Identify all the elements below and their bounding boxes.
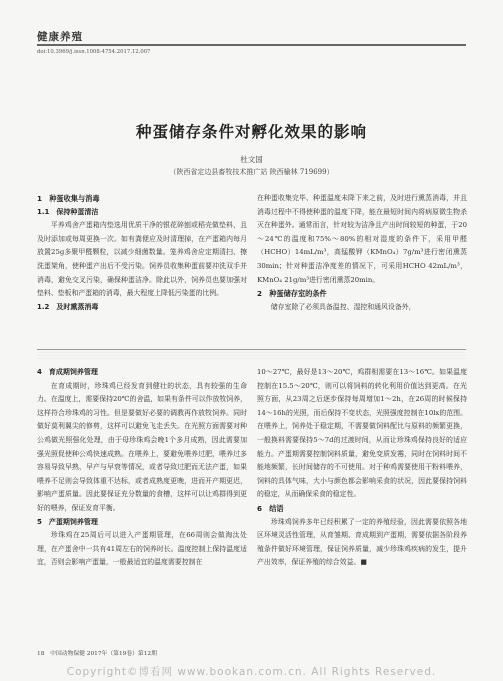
column-top-left	[37, 192, 247, 314]
column-top-right	[257, 192, 467, 314]
article-title: 种蛋储存条件对孵化效果的影响	[135, 123, 367, 141]
column-bottom-right	[257, 366, 467, 570]
section-heading: 1.1 保持种蛋清洁	[37, 207, 99, 216]
body-paragraph: 储存室除了必须具备温控、湿控和通风设备外，	[270, 302, 416, 311]
page-break-shadow	[37, 352, 466, 360]
header-rule	[37, 44, 466, 46]
copyright-watermark: Copyright©博看网 www.bookan.com.cn. All Rights Reserved.	[66, 666, 437, 678]
section-divider	[37, 349, 466, 350]
author-name: 杜文国	[240, 155, 263, 164]
section-heading: 4 育成期饲养管理	[37, 368, 98, 376]
body-paragraph: 10～27℃，最好是13～20℃，鸡群相需要在13～16℃。如果温度控制在15.5～20℃，则可以将饲料的转化利用价值达到更高。在光照方面，从23周之后逐步保持每周增加1～2h，在26周的时候保持14～16h的光照，而后保持不变状态，光照强度控制在10lx的范围。在喂养上，饲养处于稳定期，不需要做饲料配比与原料的频繁更换，一般换料需要保持5～7d的过渡时间，从而让珍珠鸡保持良好的适应能力。产蛋期需要控制饲料质量，避免变质发霉，同时在饲料时间不能地频繁，长时间储存的不可使用。对于种鸡需要使用干粉料喂养，饲料的具体气味，大小与颜色都会影响采食的状况，因此要保持饲料的稳定，从而确保采食的稳定性。	[257, 368, 467, 499]
body-paragraph: 在育成期时，珍珠鸡已经发育到健壮的状态，具有较强的生命力。在温度上，需要保持20℃的舍温，如果有条件可以作放牧饲养，这样符合珍珠鸡的习性。但是要做好必要的调教再作放牧饲养。同时做好莫利翼尖的修剪，这样可以避免飞走丢失。在光照方面需要对种公鸡做光照强化处理，由于母珍珠鸡会晚1个多月成熟，因此需要加强光照促使种公鸡快速成熟。在喂养上，要避免喂养过肥，喂养过多容易导致早熟、早产与早衰等情况，或者导致过肥而无法产蛋，如果喂养不足则会导致体重不达标，或者成熟度更晚，进而开产期更迟，影响产蛋质量。因此要保证充分数量的食槽，这样可以让鸡群得到更好的喂养，保证发育平衡。	[37, 381, 247, 512]
section-heading: 5 产蛋期饲养管理	[37, 517, 98, 526]
body-paragraph: 平养鸡舍产蛋箱内垫选用优质干净的银花碎刨或稻壳做垫料，且及时添加或每周更换一次。如有粪便应及时清理掉，在产蛋箱内每月放置25g多聚甲醛颗粒，以减少细菌数量。笼养鸡舍应定期清扫、擦洗蛋架角，使种蛋产出后不受污染。饲养员收集种蛋前要冲洗双手并消毒，避免交叉污染，确保种蛋洁净。除此以外，饲养员也要加强对垫料、垫板和产蛋箱的消毒，最大程度上降低污染蛋的比例。	[37, 221, 247, 298]
body-paragraph: 珍珠鸡在25周后可以进入产蛋期管理，在66周则会做淘汰处理，在产蛋舍中一共有41周左右的饲养时长。温度控制上保持温度适宜，否则会影响产蛋量，一般最适宜的温度需要控制在	[37, 531, 247, 567]
column-bottom-left	[37, 366, 247, 570]
doi-text: doi:10.3969/j.issn.1008-4754.2017.12.007	[37, 49, 151, 55]
section-heading: 6 结语	[257, 503, 284, 513]
page-footer: 18 中国动物保健 2017年（第19卷）第12期	[37, 651, 157, 657]
section-heading: 2 种蛋储存室的条件	[257, 289, 327, 299]
body-paragraph: 珍珠鸡饲养多年已经积累了一定的养殖经验，因此需要依照各地区环境灵活性管理，从育雏期、育成期到产蛋期，需要依据各阶段养殖条件做好环境管理，保证饲养质量，减少珍珠鸡疾病的发生，提升产出效率，保证养殖的综合效益。■	[257, 517, 467, 567]
section-heading: 1.2 及时熏蒸消毒	[37, 302, 99, 311]
section-label: 健康养殖	[37, 31, 83, 43]
section-heading: 1 种蛋收集与消毒	[37, 194, 100, 203]
author-affiliation: （陕西省定边县畜牧技术推广站 陕西榆林 719699）	[169, 168, 334, 176]
body-paragraph: 在种蛋收集完毕、种蛋温度未降下来之前，及时进行熏蒸消毒，并且消毒过程中不得使种蛋的温度下降，能在最短时间内将病原微生物杀灭在种蛋外。通常而言，针对较为洁净且产出时间较短的种蛋，于20～24℃的温度和75%～80%的相对湿度的条件下，采用甲醛（HCHO）14mL/m³，高锰酸钾（KMnO₄）7g/m³进行密闭熏蒸30min；针对种蛋洁净度差的情况下，可采用HCHO 42mL/m³，KMnO₄ 21g/m³进行密闭熏蒸20min。	[257, 194, 467, 284]
